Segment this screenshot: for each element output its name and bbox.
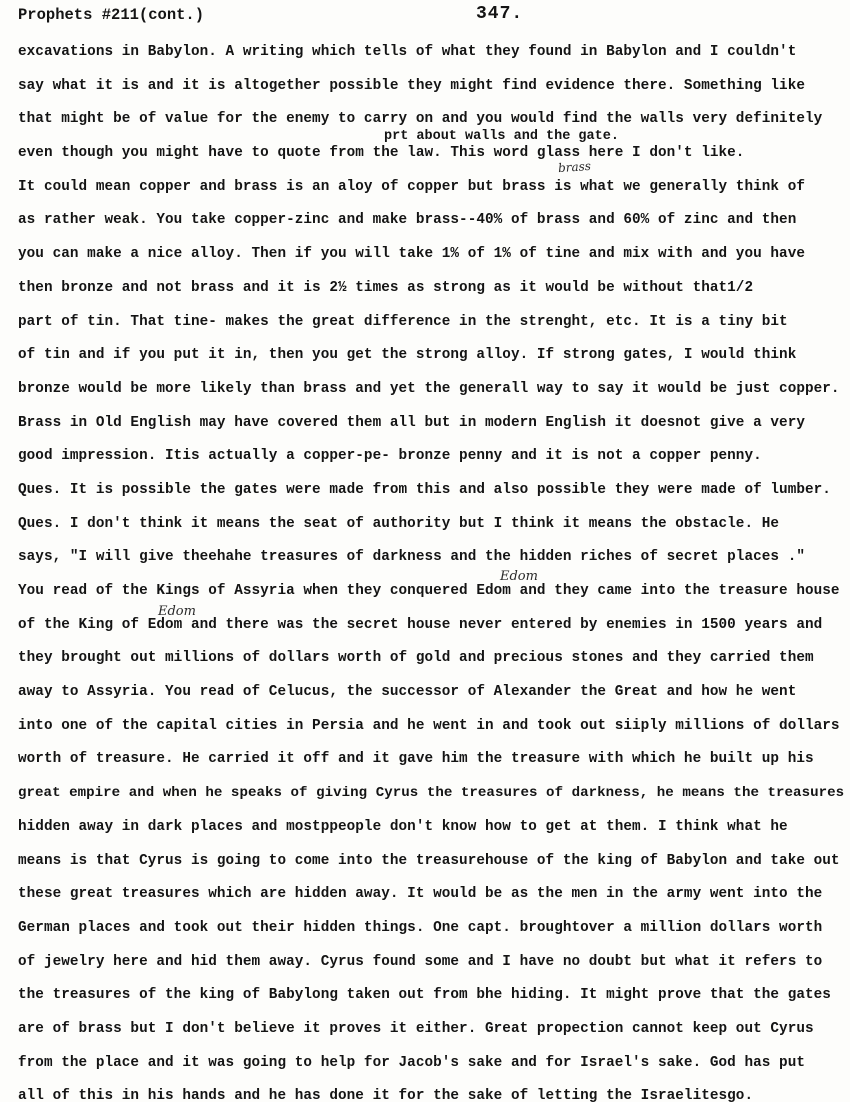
text-line: into one of the capital cities in Persia and he went in and took out siiply millions of dollars bbox=[18, 717, 840, 734]
text-line: says, "I will give theehahe treasures of darkness and the hidden riches of secret places ." bbox=[18, 549, 805, 566]
text-line: bronze would be more likely than brass and yet the generall way to say it would be just copper. bbox=[18, 380, 840, 397]
text-line: great empire and when he speaks of giving Cyrus the treasures of darkness, he means the treasures bbox=[18, 785, 845, 802]
text-line: of the King of Edom and there was the secret house never entered by enemies in 1500 years and bbox=[18, 616, 823, 633]
text-line: say what it is and it is altogether possible they might find evidence there. Something like bbox=[18, 77, 805, 94]
text-line: of tin and if you put it in, then you get the strong alloy. If strong gates, I would think bbox=[18, 347, 797, 364]
page-header bbox=[18, 6, 838, 30]
text-line: means is that Cyrus is going to come into the treasurehouse of the king of Babylon and take out bbox=[18, 852, 840, 869]
document-title: Prophets #211(cont.) bbox=[18, 6, 205, 24]
text-line: excavations in Babylon. A writing which tells of what they found in Babylon and I couldn't bbox=[18, 44, 797, 60]
text-line: of jewelry here and hid them away. Cyrus found some and I have no doubt but what it refers to bbox=[18, 953, 823, 970]
text-line: Ques. It is possible the gates were made from this and also possible they were made of lumber. bbox=[18, 481, 831, 498]
text-line: German places and took out their hidden things. One capt. broughtover a million dollars worth bbox=[18, 919, 823, 936]
text-line: even though you might have to quote from the law. This word glass here I don't like. bbox=[18, 145, 745, 162]
handwritten-insertion: Edom bbox=[158, 604, 196, 619]
page-number: 347. bbox=[476, 4, 524, 24]
text-line: the treasures of the king of Babylong taken out from bhe hiding. It might prove that the gates bbox=[18, 987, 831, 1004]
text-line: you can make a nice alloy. Then if you will take 1% of 1% of tine and mix with and you have bbox=[18, 246, 805, 263]
text-line: Ques. I don't think it means the seat of authority but I think it means the obstacle. He bbox=[18, 515, 780, 532]
text-line: all of this in his hands and he has done it for the sake of letting the Israelitesgo. bbox=[18, 1088, 754, 1105]
text-line: then bronze and not brass and it is 2½ times as strong as it would be without that1/2 bbox=[18, 279, 754, 296]
text-line: away to Assyria. You read of Celucus, the successor of Alexander the Great and how he went bbox=[18, 684, 797, 701]
text-line: part of tin. That tine- makes the great difference in the strenght, etc. It is a tiny bit bbox=[18, 313, 788, 330]
text-line: are of brass but I don't believe it proves it either. Great propection cannot keep out Cyrus bbox=[18, 1020, 814, 1037]
typed-insertion: prt about walls and the gate. bbox=[384, 129, 619, 144]
text-line: that might be of value for the enemy to carry on and you would find the walls very definitely bbox=[18, 111, 823, 128]
text-line: good impression. Itis actually a copper-pe- bronze penny and it is not a copper penny. bbox=[18, 448, 762, 465]
handwritten-insertion: brass bbox=[557, 158, 592, 176]
text-line: they brought out millions of dollars worth of gold and precious stones and they carried them bbox=[18, 650, 814, 667]
text-line: You read of the Kings of Assyria when they conquered Edom and they came into the treasure house bbox=[18, 583, 840, 599]
text-line: these great treasures which are hidden away. It would be as the men in the army went into the bbox=[18, 886, 823, 903]
text-line: as rather weak. You take copper-zinc and make brass--40% of brass and 60% of zinc and then bbox=[18, 212, 797, 229]
handwritten-insertion: Edom bbox=[500, 569, 538, 584]
body-text bbox=[18, 36, 848, 1114]
text-line: Brass in Old English may have covered them all but in modern English it doesnot give a very bbox=[18, 414, 805, 431]
text-line: hidden away in dark places and mostppeople don't know how to get at them. I think what he bbox=[18, 818, 788, 835]
text-line: from the place and it was going to help for Jacob's sake and for Israel's sake. God has put bbox=[18, 1054, 805, 1071]
text-line: It could mean copper and brass is an aloy of copper but brass is what we generally think of bbox=[18, 178, 805, 195]
text-line: worth of treasure. He carried it off and it gave him the treasure with which he built up his bbox=[18, 751, 814, 768]
